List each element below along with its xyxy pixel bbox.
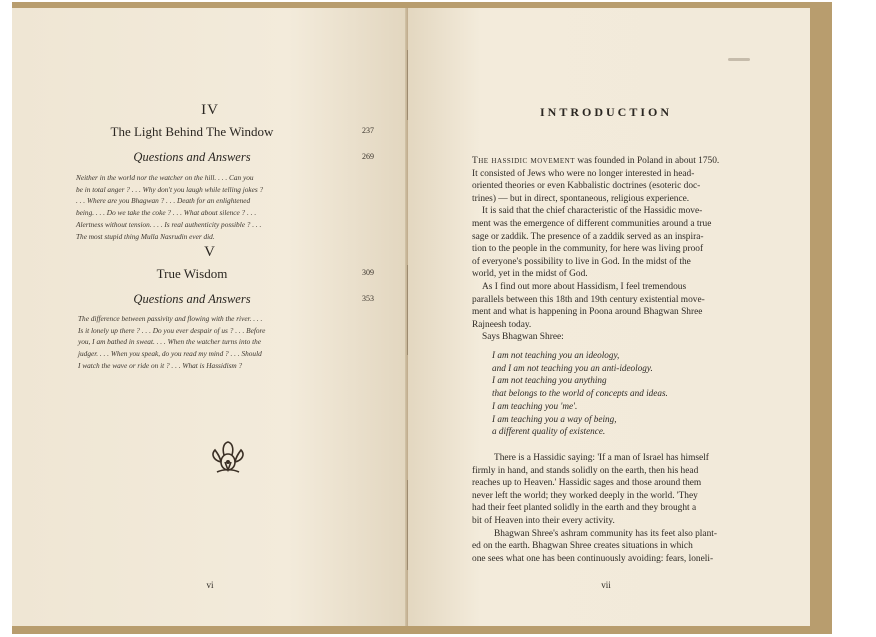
paragraph-line: world, yet in the midst of God. — [472, 269, 588, 280]
section-blurb — [76, 172, 342, 242]
qa-heading: Questions and Answers — [133, 292, 251, 306]
page-folio: vii — [601, 580, 611, 590]
blurb-line: judger. . . . When you speak, do you read my mind ? . . . Should — [78, 349, 262, 359]
blurb-line: you, I am bathed in sweat. . . . When the watcher turns into the — [78, 337, 262, 347]
poem-line: I am not teaching you an ideology, — [492, 350, 620, 360]
paragraph-line: parallels between this 18th and 19th century existential move- — [472, 294, 705, 305]
paragraph-line: ed on the earth. Bhagwan Shree creates situations in which — [472, 541, 693, 552]
says-line: Says Bhagwan Shree: — [482, 332, 564, 343]
poem-line: and I am not teaching you an anti-ideology. — [492, 362, 653, 373]
paragraph-line: ment was the emergence of different communities around a true — [472, 218, 712, 229]
paragraph-line: tion to the people in the community, for here was living proof — [472, 244, 704, 255]
blurb-line: being. . . . Do we take the coke ? . . . What about silence ? . . . — [76, 208, 257, 218]
intro-body-continued — [472, 452, 782, 565]
paragraph-line: reaches up to Heaven.' Hassidic sages and those around them — [472, 478, 702, 489]
blurb-line: be in total anger ? . . . Why don't you laugh while telling jokes ? — [76, 184, 264, 194]
paragraph-line: It consisted of Jews who were no longer interested in head- — [472, 168, 695, 179]
paragraph-line: It is said that the chief characteristic of the Hassidic move- — [482, 206, 703, 217]
paragraph-line: ment and what is happening in Poona around Bhagwan Shree — [472, 307, 703, 318]
blurb-line: . . . Where are you Bhagwan ? . . . Death for an enlightened — [76, 196, 251, 206]
paragraph-line: Rajneesh today. — [472, 319, 532, 330]
paragraph-line: one sees what one has been continuously avoiding: fears, loneli- — [472, 553, 714, 564]
poem-line: I am teaching you 'me'. — [492, 400, 578, 411]
paragraph-line: of everyone's possibility to live in God. In the midst of the — [472, 256, 691, 267]
paragraph-line: oriented theories or even Kabbalistic doctrines (esoteric doc- — [472, 181, 701, 192]
intro-body — [472, 155, 782, 344]
smallcaps-lead: The hassidic movement — [472, 156, 575, 166]
section-blurb — [78, 313, 342, 372]
poem-line: that belongs to the world of concepts and ideas. — [492, 388, 668, 399]
section-page-number: 237 — [362, 126, 374, 135]
qa-page-number: 353 — [362, 294, 374, 303]
blurb-line: The difference between passivity and flowing with the river. . . . — [78, 314, 263, 323]
paragraph-line: There is a Hassidic saying: 'If a man of Israel has himself — [494, 453, 709, 463]
floral-ornament-icon — [209, 440, 247, 474]
section-page-number: 309 — [362, 268, 374, 277]
paragraph-line: Bhagwan Shree's ashram community has its feet also plant- — [494, 528, 717, 539]
section-title: True Wisdom — [156, 266, 228, 281]
section-numeral: V — [204, 244, 216, 260]
paragraph-line: trines) — but in direct, spontaneous, religious experience. — [472, 193, 690, 204]
paragraph-line: never left the world; they worked deeply in the world. 'They — [472, 490, 698, 501]
blurb-line: I watch the wave or ride on it ? . . . What is Hassidism ? — [78, 360, 243, 370]
poem-line: a different quality of existence. — [492, 426, 606, 437]
qa-heading: Questions and Answers — [133, 150, 251, 164]
paragraph-line: had their feet planted solidly in the earth and they brought a — [472, 503, 697, 514]
page-smudge — [728, 58, 750, 61]
blurb-line: Is it lonely up there ? . . . Do you ever despair of us ? . . . Before — [78, 325, 266, 335]
blurb-line: The most stupid thing Mulla Nasrudin ever did. — [76, 231, 215, 241]
page-title: INTRODUCTION — [539, 105, 672, 119]
paragraph-line: As I find out more about Hassidism, I feel tremendous — [482, 281, 687, 292]
qa-page-number: 269 — [362, 152, 374, 161]
right-page — [408, 8, 810, 626]
quoted-poem — [492, 349, 782, 438]
paragraph-text: was founded in Poland in about 1750. — [574, 156, 720, 166]
paragraph-line: firmly in hand, and stands solidly on the earth, then his head — [472, 465, 699, 476]
section-numeral: IV — [201, 102, 219, 118]
poem-line: I am not teaching you anything — [492, 375, 607, 386]
page-folio: vi — [206, 580, 214, 590]
poem-line: I am teaching you a way of being, — [492, 413, 617, 424]
blurb-line: Alertness without tension. . . . Is real authenticity possible ? . . . — [76, 219, 262, 229]
section-title: The Light Behind The Window — [110, 124, 274, 139]
paragraph-line: bit of Heaven into their every activity. — [472, 515, 615, 526]
blurb-line: Neither in the world nor the watcher on the hill. . . . Can you — [76, 173, 254, 182]
paragraph-line — [472, 155, 782, 168]
paragraph-line: sage or zaddik. The presence of a zaddik served as an inspira- — [472, 231, 704, 242]
left-page — [12, 8, 408, 626]
